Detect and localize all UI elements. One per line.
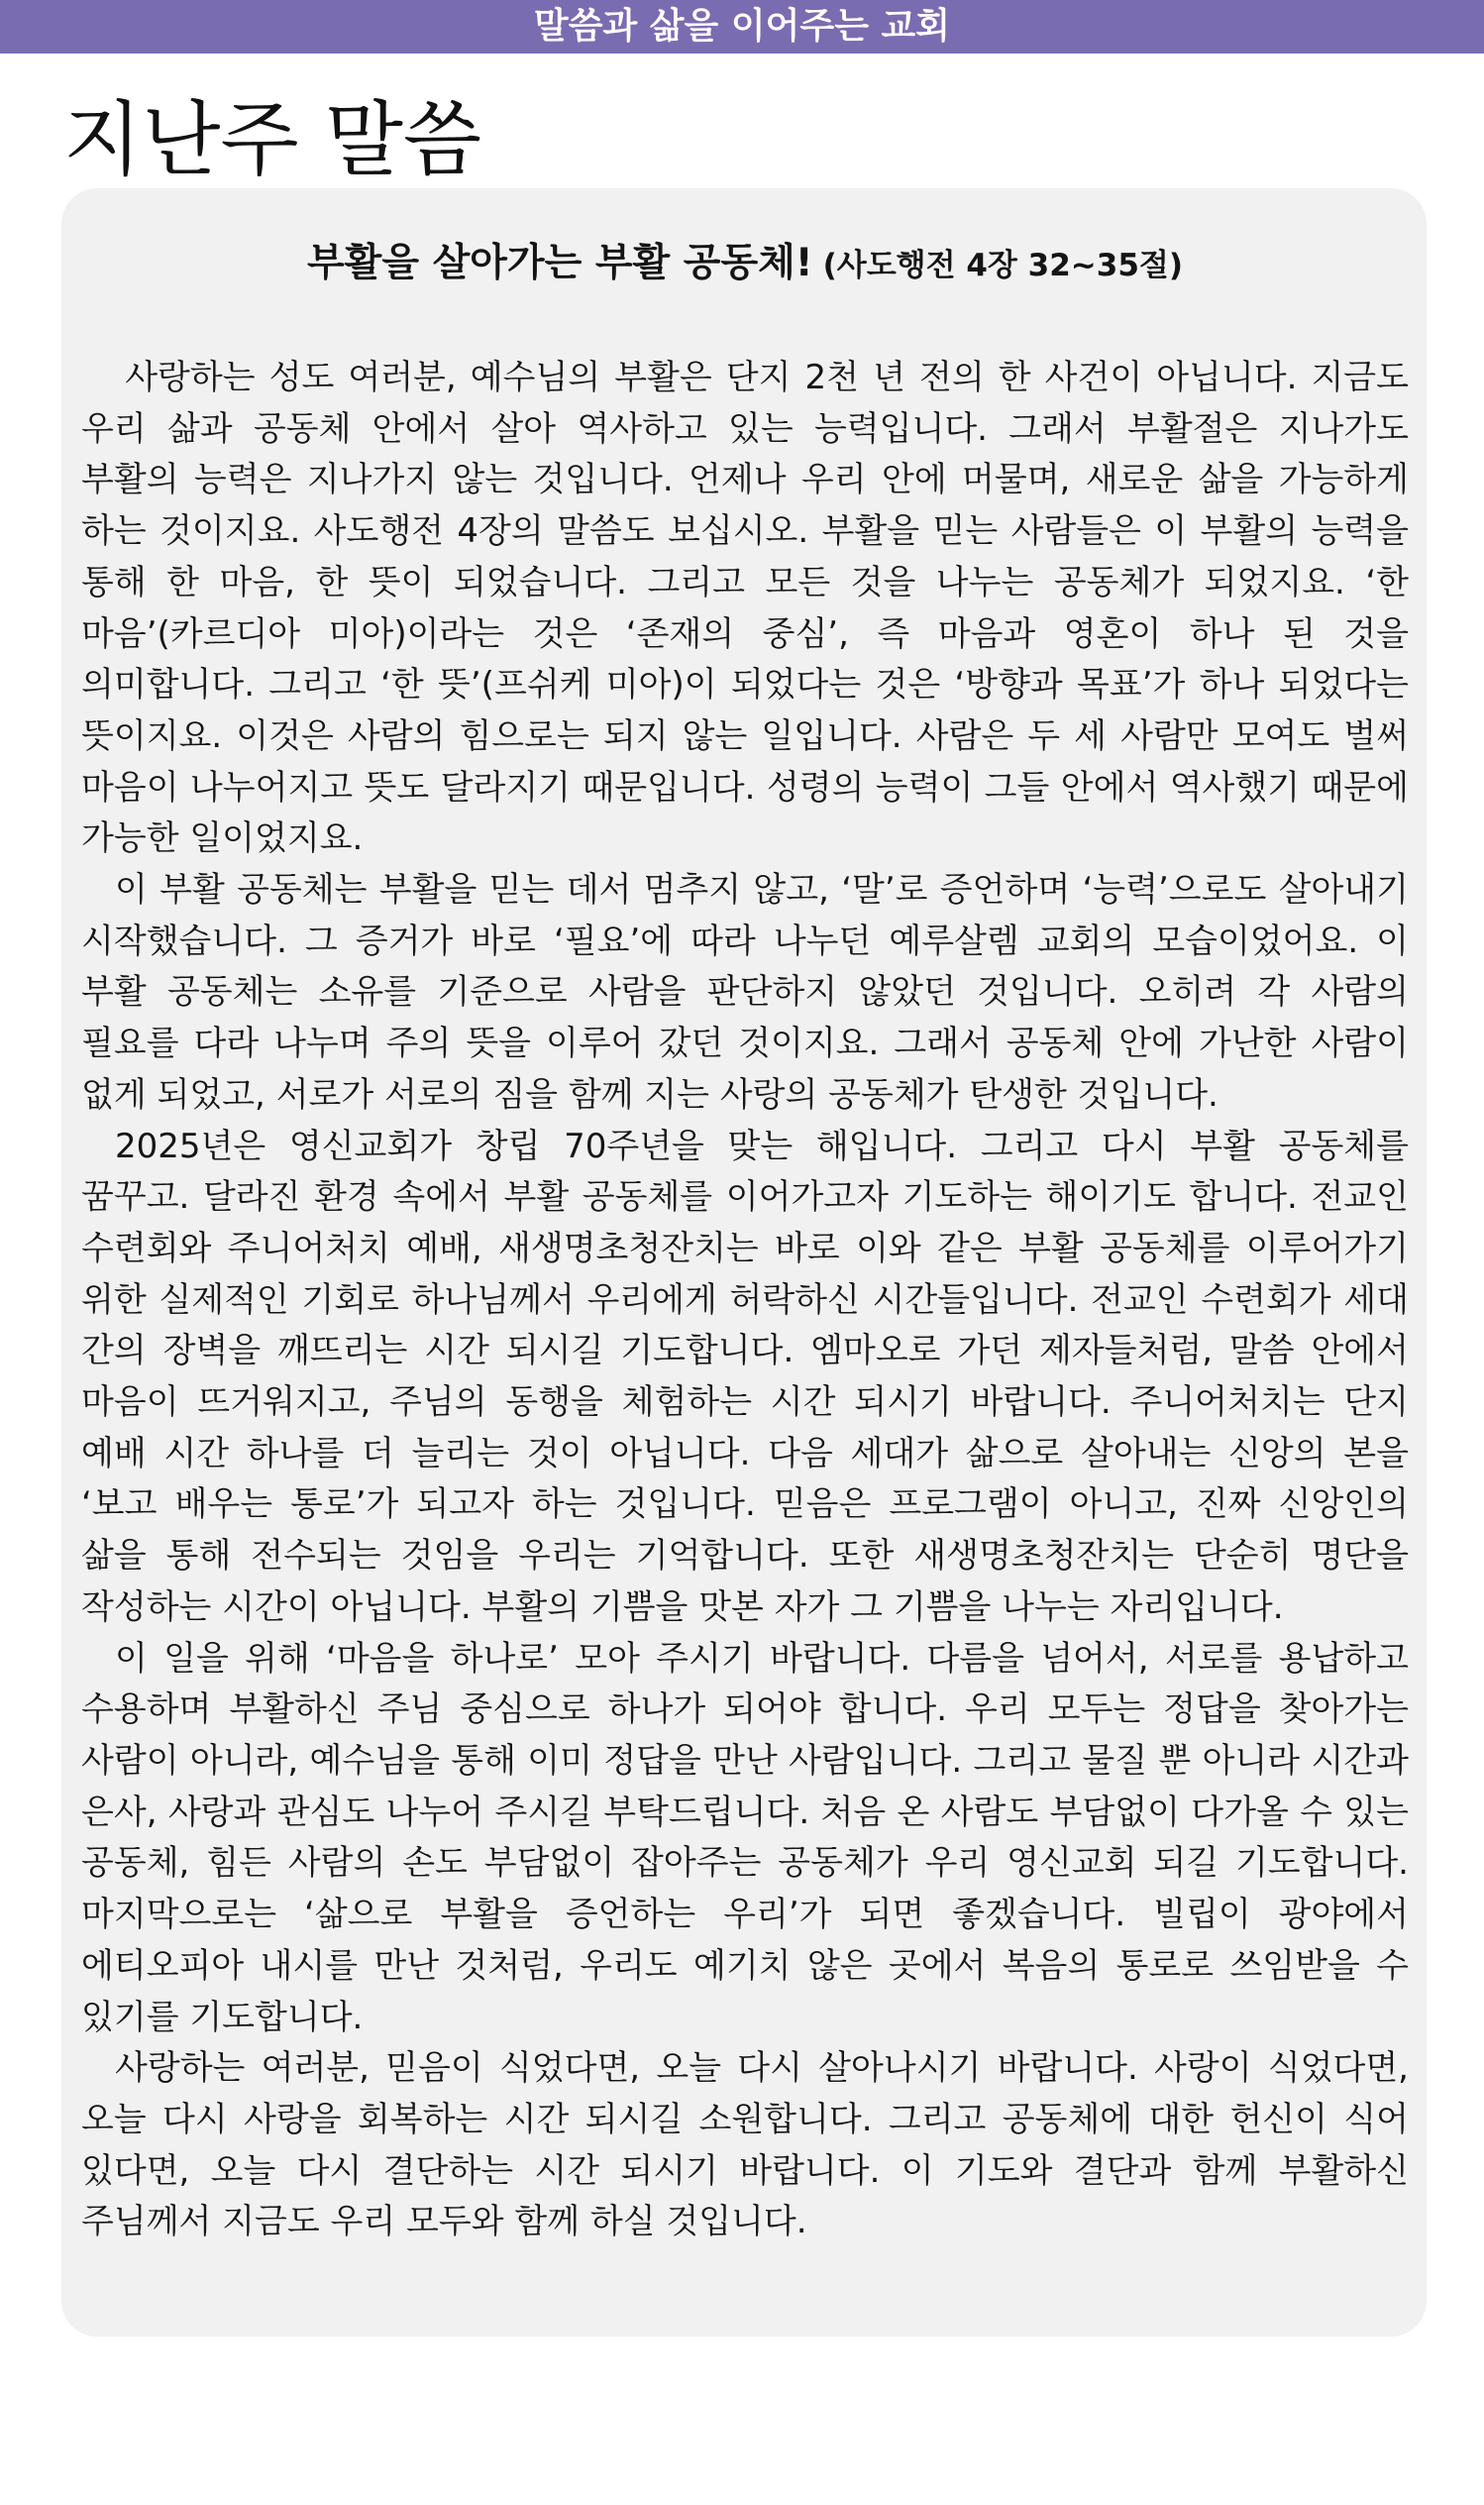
sermon-box	[61, 188, 1427, 2337]
sermon-paragraph: 2025년은 영신교회가 창립 70주년을 맞는 해입니다. 그리고 다시 부활 공동체를 꿈꾸고. 달라진 환경 속에서 부활 공동체를 이어가고자 기도하는 해이기도 합니다. 전교인 수련회와 주니어처치 예배, 새생명초청잔치는 바로 이와 같은 부활 공동체를 이루어가기 위한 실제적인 기회로 하나님께서 우리에게 허락하신 시간들입니다. 전교인 수련회가 세대 간의 장벽을 깨뜨리는 시간 되시길 기도합니다. 엠마오로 가던 제자들처럼, 말씀 안에서 마음이 뜨거워지고, 주님의 동행을 체험하는 시간 되시기 바랍니다. 주니어처치는 단지 예배 시간 하나를 더 늘리는 것이 아닙니다. 다음 세대가 삶으로 살아내는 신앙의 본을 ‘보고 배우는 통로’가 되고자 하는 것입니다. 믿음은 프로그램이 아니고, 진짜 신앙인의 삶을 통해 전수되는 것임을 우리는 기억합니다. 또한 새생명초청잔치는 단순히 명단을 작성하는 시간이 아닙니다. 부활의 기쁨을 맛본 자가 그 기쁨을 나누는 자리입니다.	[81, 1126, 1409, 1627]
top-banner	[0, 0, 1484, 54]
banner-text: 말씀과 삶을 이어주는 교회	[533, 6, 951, 47]
scripture-reference: (사도행전 4장 32~35절)	[822, 248, 1184, 283]
sermon-body	[81, 353, 1409, 2248]
sermon-paragraph: 사랑하는 성도 여러분, 예수님의 부활은 단지 2천 년 전의 한 사건이 아닙니다. 지금도 우리 삶과 공동체 안에서 살아 역사하고 있는 능력입니다. 그래서 부활절은 지나가도 부활의 능력은 지나가지 않는 것입니다. 언제나 우리 안에 머물며, 새로운 삶을 가능하게 하는 것이지요. 사도행전 4장의 말씀도 보십시오. 부활을 믿는 사람들은 이 부활의 능력을 통해 한 마음, 한 뜻이 되었습니다. 그리고 모든 것을 나누는 공동체가 되었지요. ‘한 마음’(카르디아 미아)이라는 것은 ‘존재의 중심’, 즉 마음과 영혼이 하나 된 것을 의미합니다. 그리고 ‘한 뜻’(프쉬케 미아)이 되었다는 것은 ‘방향과 목표’가 하나 되었다는 뜻이지요. 이것은 사람의 힘으로는 되지 않는 일입니다. 사람은 두 세 사람만 모여도 벌써 마음이 나누어지고 뜻도 달라지기 때문입니다. 성령의 능력이 그들 안에서 역사했기 때문에 가능한 일이었지요.	[81, 358, 1409, 859]
sermon-title: 부활을 살아가는 부활 공동체!	[306, 241, 813, 285]
sermon-paragraph: 이 부활 공동체는 부활을 믿는 데서 멈추지 않고, ‘말’로 증언하며 ‘능력’으로도 살아내기 시작했습니다. 그 증거가 바로 ‘필요’에 따라 나누던 예루살렘 교회의 모습이었어요. 이 부활 공동체는 소유를 기준으로 사람을 판단하지 않았던 것입니다. 오히려 각 사람의 필요를 다라 나누며 주의 뜻을 이루어 갔던 것이지요. 그래서 공동체 안에 가난한 사람이 없게 되었고, 서로가 서로의 짐을 함께 지는 사랑의 공동체가 탄생한 것입니다.	[81, 870, 1409, 1115]
section-title: 지난주 말씀	[63, 93, 482, 187]
sermon-paragraph: 사랑하는 여러분, 믿음이 식었다면, 오늘 다시 살아나시기 바랍니다. 사랑이 식었다면, 오늘 다시 사랑을 회복하는 시간 되시길 소원합니다. 그리고 공동체에 대한 헌신이 식어 있다면, 오늘 다시 결단하는 시간 되시기 바랍니다. 이 기도와 결단과 함께 부활하신 주님께서 지금도 우리 모두와 함께 하실 것입니다.	[81, 2048, 1409, 2242]
sermon-paragraph: 이 일을 위해 ‘마음을 하나로’ 모아 주시기 바랍니다. 다름을 넘어서, 서로를 용납하고 수용하며 부활하신 주님 중심으로 하나가 되어야 합니다. 우리 모두는 정답을 찾아가는 사람이 아니라, 예수님을 통해 이미 정답을 만난 사람입니다. 그리고 물질 뿐 아니라 시간과 은사, 사랑과 관심도 나누어 주시길 부탁드립니다. 처음 온 사람도 부담없이 다가올 수 있는 공동체, 힘든 사람의 손도 부담없이 잡아주는 공동체가 우리 영신교회 되길 기도합니다. 마지막으로는 ‘삶으로 부활을 증언하는 우리’가 되면 좋겠습니다. 빌립이 광야에서 에티오피아 내시를 만난 것처럼, 우리도 예기치 않은 곳에서 복음의 통로로 쓰임받을 수 있기를 기도합니다.	[81, 1638, 1409, 2037]
sermon-heading	[81, 224, 1409, 303]
